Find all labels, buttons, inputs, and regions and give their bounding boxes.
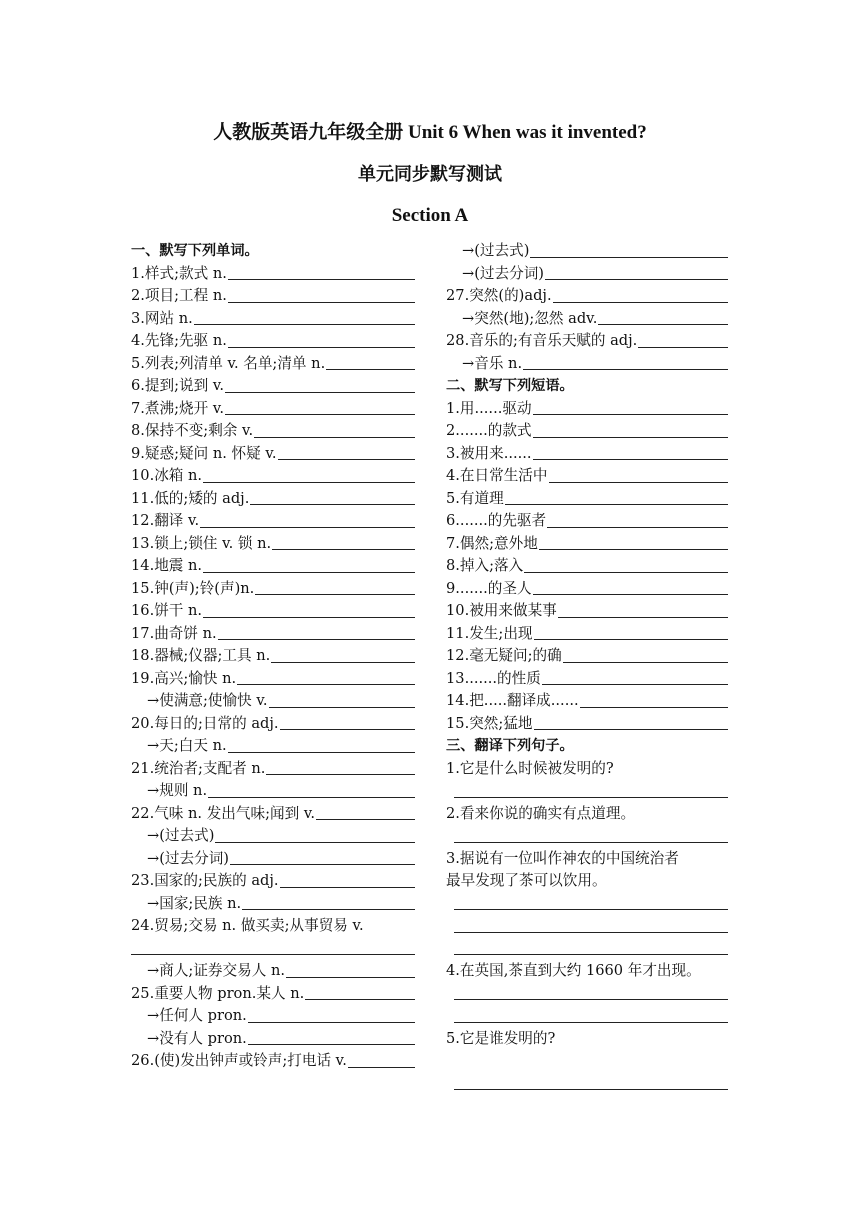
- answer-line: [446, 938, 728, 961]
- answer-blank[interactable]: [454, 797, 728, 798]
- answer-blank[interactable]: [248, 1022, 415, 1023]
- answer-line: [131, 938, 415, 961]
- answer-blank[interactable]: [280, 729, 415, 730]
- phrase-item-11: 11.发生;出现: [446, 623, 728, 646]
- answer-blank[interactable]: [228, 752, 415, 753]
- vocab-item-14: 14.地震 n.: [131, 555, 415, 578]
- phrase-item-2: 2.......的款式: [446, 420, 728, 443]
- vocab-subitem: →商人;证券交易人 n.: [131, 960, 415, 983]
- answer-blank[interactable]: [505, 504, 728, 505]
- answer-blank[interactable]: [553, 302, 728, 303]
- answer-blank[interactable]: [348, 1067, 415, 1068]
- answer-line: [446, 915, 728, 938]
- vocab-item-21: 21.统治者;支配者 n.: [131, 758, 415, 781]
- answer-blank[interactable]: [228, 302, 415, 303]
- vocab-item-2: 2.项目;工程 n.: [131, 285, 415, 308]
- vocab-item-20: 20.每日的;日常的 adj.: [131, 713, 415, 736]
- part3-heading: 三、翻译下列句子。: [446, 738, 574, 754]
- phrase-item-6: 6.......的先驱者: [446, 510, 728, 533]
- vocab-subitem: →(过去式): [131, 825, 415, 848]
- answer-blank[interactable]: [194, 324, 415, 325]
- answer-blank[interactable]: [533, 459, 728, 460]
- answer-blank[interactable]: [638, 347, 728, 348]
- answer-line: [446, 1005, 728, 1028]
- vocab-item-11: 11.低的;矮的 adj.: [131, 488, 415, 511]
- answer-blank[interactable]: [454, 999, 728, 1000]
- answer-blank[interactable]: [533, 594, 728, 595]
- phrase-item-12: 12.毫无疑问;的确: [446, 645, 728, 668]
- vocab-item-10: 10.冰箱 n.: [131, 465, 415, 488]
- answer-blank[interactable]: [230, 864, 415, 865]
- vocab-subitem: →(过去式): [446, 240, 728, 263]
- vocab-item-18: 18.器械;仪器;工具 n.: [131, 645, 415, 668]
- vocab-subitem: →天;白天 n.: [131, 735, 415, 758]
- vocab-item-26: 26.(使)发出钟声或铃声;打电话 v.: [131, 1050, 415, 1073]
- part1-heading: 一、默写下列单词。: [131, 243, 259, 259]
- phrase-item-4: 4.在日常生活中: [446, 465, 728, 488]
- answer-blank[interactable]: [250, 504, 415, 505]
- answer-blank[interactable]: [454, 1089, 728, 1090]
- answer-blank[interactable]: [539, 549, 728, 550]
- document-title: 人教版英语九年级全册 Unit 6 When was it invented?: [213, 122, 647, 143]
- answer-blank[interactable]: [280, 887, 415, 888]
- answer-line: [446, 983, 728, 1006]
- answer-blank[interactable]: [131, 954, 415, 955]
- vocab-item-13: 13.锁上;锁住 v. 锁 n.: [131, 533, 415, 556]
- answer-blank[interactable]: [225, 392, 415, 393]
- vocab-item-15: 15.钟(声);铃(声)n.: [131, 578, 415, 601]
- answer-blank[interactable]: [534, 639, 728, 640]
- answer-blank[interactable]: [215, 842, 415, 843]
- vocab-item-8: 8.保持不变;剩余 v.: [131, 420, 415, 443]
- phrase-item-3: 3.被用来......: [446, 443, 728, 466]
- answer-blank[interactable]: [563, 662, 728, 663]
- vocab-subitem: →突然(地);忽然 adv.: [446, 308, 728, 331]
- answer-blank[interactable]: [530, 257, 728, 258]
- vocab-item-28: 28.音乐的;有音乐天赋的 adj.: [446, 330, 728, 353]
- sentence-item-3-cont: 最早发现了茶可以饮用。: [446, 872, 607, 889]
- vocab-item-24: 24.贸易;交易 n. 做买卖;从事贸易 v.: [131, 917, 364, 934]
- answer-blank[interactable]: [542, 684, 728, 685]
- phrase-item-13: 13.......的性质: [446, 668, 728, 691]
- answer-blank[interactable]: [203, 482, 415, 483]
- answer-blank[interactable]: [278, 459, 415, 460]
- vocab-subitem: →没有人 pron.: [131, 1028, 415, 1051]
- answer-blank[interactable]: [533, 437, 728, 438]
- phrase-item-1: 1.用......驱动: [446, 398, 728, 421]
- answer-blank[interactable]: [286, 977, 415, 978]
- answer-blank[interactable]: [200, 527, 415, 528]
- phrase-item-14: 14.把.....翻译成......: [446, 690, 728, 713]
- answer-blank[interactable]: [580, 707, 728, 708]
- answer-blank[interactable]: [534, 729, 728, 730]
- answer-blank[interactable]: [454, 954, 728, 955]
- vocab-item-6: 6.提到;说到 v.: [131, 375, 415, 398]
- phrase-item-10: 10.被用来做某事: [446, 600, 728, 623]
- answer-line: [446, 1050, 728, 1073]
- answer-blank[interactable]: [248, 1044, 415, 1045]
- answer-blank[interactable]: [225, 414, 415, 415]
- answer-blank[interactable]: [272, 549, 415, 550]
- answer-blank[interactable]: [203, 617, 415, 618]
- answer-blank[interactable]: [524, 572, 728, 573]
- phrase-item-7: 7.偶然;意外地: [446, 533, 728, 556]
- vocab-item-19: 19.高兴;愉快 n.: [131, 668, 415, 691]
- answer-blank[interactable]: [326, 369, 415, 370]
- answer-blank[interactable]: [271, 662, 415, 663]
- vocab-item-17: 17.曲奇饼 n.: [131, 623, 415, 646]
- sentence-item-4: 4.在英国,茶直到大约 1660 年才出现。: [446, 962, 701, 979]
- answer-blank[interactable]: [454, 932, 728, 933]
- vocab-item-3: 3.网站 n.: [131, 308, 415, 331]
- answer-blank[interactable]: [533, 414, 728, 415]
- answer-blank[interactable]: [454, 842, 728, 843]
- answer-blank[interactable]: [203, 572, 415, 573]
- sentence-item-2: 2.看来你说的确实有点道理。: [446, 804, 636, 822]
- sentence-item-5: 5.它是谁发明的?: [446, 1029, 556, 1047]
- answer-blank[interactable]: [545, 279, 728, 280]
- answer-blank[interactable]: [523, 369, 728, 370]
- answer-line: [446, 1073, 728, 1096]
- answer-line: [446, 780, 728, 803]
- vocab-item-1: 1.样式;款式 n.: [131, 263, 415, 286]
- vocab-item-5: 5.列表;列清单 v. 名单;清单 n.: [131, 353, 415, 376]
- answer-blank[interactable]: [269, 707, 416, 708]
- answer-blank[interactable]: [228, 347, 415, 348]
- phrase-item-8: 8.掉入;落入: [446, 555, 728, 578]
- phrase-item-5: 5.有道理: [446, 488, 728, 511]
- right-column: [446, 240, 728, 1095]
- sentence-item-1: 1.它是什么时候被发明的?: [446, 759, 614, 777]
- vocab-item-25: 25.重要人物 pron.某人 n.: [131, 983, 415, 1006]
- vocab-item-9: 9.疑惑;疑问 n. 怀疑 v.: [131, 443, 415, 466]
- answer-line: [446, 893, 728, 916]
- vocab-subitem: →(过去分词): [446, 263, 728, 286]
- sentence-item-3: 3.据说有一位叫作神农的中国统治者: [446, 849, 679, 867]
- vocab-item-23: 23.国家的;民族的 adj.: [131, 870, 415, 893]
- section-title: Section A: [391, 205, 469, 226]
- vocab-item-4: 4.先锋;先驱 n.: [131, 330, 415, 353]
- vocab-subitem: →规则 n.: [131, 780, 415, 803]
- vocab-subitem: →音乐 n.: [446, 353, 728, 376]
- answer-blank[interactable]: [558, 617, 728, 618]
- answer-blank[interactable]: [454, 1022, 728, 1023]
- answer-blank[interactable]: [208, 797, 415, 798]
- document-subtitle: 单元同步默写测试: [358, 164, 502, 184]
- answer-blank[interactable]: [218, 639, 415, 640]
- answer-blank[interactable]: [228, 279, 415, 280]
- answer-blank[interactable]: [549, 482, 729, 483]
- answer-blank[interactable]: [454, 909, 728, 910]
- vocab-subitem: →使满意;使愉快 v.: [131, 690, 415, 713]
- vocab-subitem: →任何人 pron.: [131, 1005, 415, 1028]
- left-column: [131, 240, 415, 1073]
- part2-heading: 二、默写下列短语。: [446, 378, 574, 394]
- vocab-item-16: 16.饼干 n.: [131, 600, 415, 623]
- answer-blank[interactable]: [254, 437, 415, 438]
- answer-blank[interactable]: [598, 324, 728, 325]
- vocab-item-7: 7.煮沸;烧开 v.: [131, 398, 415, 421]
- answer-line: [446, 825, 728, 848]
- answer-blank[interactable]: [266, 774, 415, 775]
- answer-blank[interactable]: [237, 684, 415, 685]
- vocab-item-12: 12.翻译 v.: [131, 510, 415, 533]
- phrase-item-15: 15.突然;猛地: [446, 713, 728, 736]
- answer-blank[interactable]: [305, 999, 415, 1000]
- vocab-subitem: →(过去分词): [131, 848, 415, 871]
- answer-blank[interactable]: [255, 594, 415, 595]
- vocab-subitem: →国家;民族 n.: [131, 893, 415, 916]
- vocab-item-22: 22.气味 n. 发出气味;闻到 v.: [131, 803, 415, 826]
- answer-blank[interactable]: [316, 819, 415, 820]
- answer-blank[interactable]: [547, 527, 728, 528]
- answer-blank[interactable]: [242, 909, 415, 910]
- phrase-item-9: 9.......的圣人: [446, 578, 728, 601]
- vocab-item-27: 27.突然(的)adj.: [446, 285, 728, 308]
